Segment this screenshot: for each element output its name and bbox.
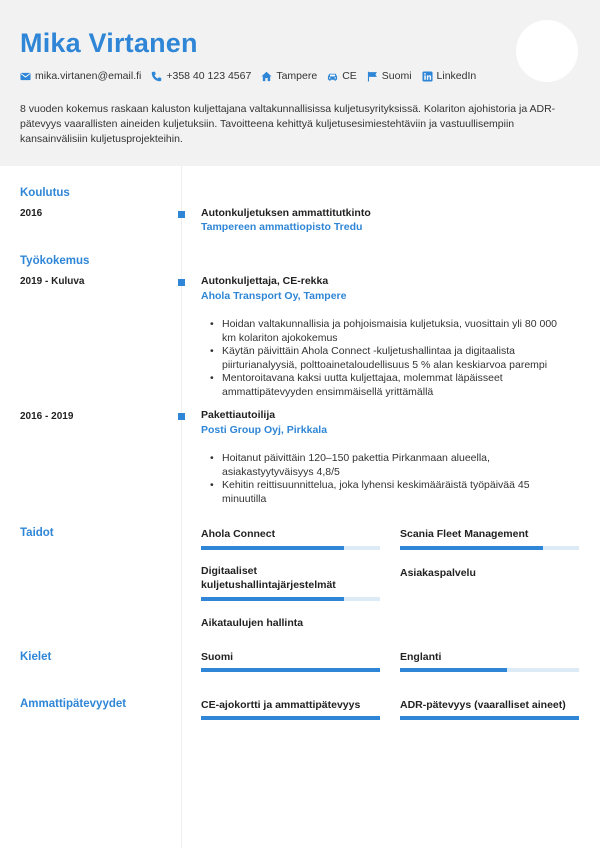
- job-1-bullets: [210, 318, 560, 399]
- skill-bar: [201, 546, 380, 550]
- skill-bar-fill: [201, 546, 344, 550]
- contact-nationality-text: Suomi: [381, 70, 412, 82]
- skill-label: Scania Fleet Management: [400, 528, 529, 540]
- job-2-title: Pakettiautoilija: [201, 409, 276, 421]
- contact-license: [327, 70, 357, 82]
- profile-summary: 8 vuoden kokemus raskaan kaluston kuljettajana valtakunnallisissa kuljetusyrityksissä. Kolariton ajohistoria ja ADR-pätevyys vaarallisten aineiden kuljetuksiin. Tavoitteena kehittyä kuljetusesimiestehtäviin ja vastuullisempiin kansainvälisiin kuljetusprojekteihin.: [20, 103, 556, 145]
- certification-bar-fill: [201, 716, 380, 720]
- contact-phone[interactable]: [151, 70, 251, 82]
- avatar: [516, 20, 578, 82]
- timeline-marker: [178, 279, 185, 286]
- contact-linkedin[interactable]: [422, 70, 477, 82]
- skill-label: Asiakaspalvelu: [400, 567, 476, 579]
- list-item: • Hoidan valtakunnallisia ja pohjoismaisia kuljetuksia, vuosittain yli 80 000 km kolariton ajokokemus: [210, 318, 560, 345]
- list-item: • Mentoroitavana kaksi uutta kuljettajaa, molemmat läpäisseet ammattipätevyyden ensimmäisellä yrittämällä: [210, 372, 560, 399]
- certification-label: CE-ajokortti ja ammattipätevyys: [201, 699, 361, 711]
- skill-label: Digitaaliset kuljetushallintajärjestelmät: [201, 565, 336, 591]
- education-school: Tampereen ammattiopisto Tredu: [201, 221, 363, 233]
- list-item: • Käytän päivittäin Ahola Connect -kuljetushallintaa ja digitaalista piirturianalyysiä, polttoainetaloudellisuus 5 % alan keskiarvoa parempi: [210, 345, 560, 372]
- section-title-certifications: Ammattipätevyydet: [20, 698, 127, 710]
- section-title-experience: Työkokemus: [20, 255, 90, 267]
- education-date: 2016: [20, 208, 43, 219]
- candidate-name: Mika Virtanen: [20, 28, 198, 58]
- contact-location: [261, 70, 317, 82]
- linkedin-icon: [422, 71, 433, 82]
- section-title-languages: Kielet: [20, 651, 52, 663]
- section-title-skills: Taidot: [20, 527, 54, 539]
- language-bar: [400, 668, 579, 672]
- contact-email[interactable]: [20, 70, 141, 82]
- certification-bar-fill: [400, 716, 579, 720]
- job-1-title: Autonkuljettaja, CE-rekka: [201, 275, 329, 287]
- contact-phone-text: +358 40 123 4567: [166, 70, 252, 82]
- contact-email-text: mika.virtanen@email.fi: [35, 70, 142, 82]
- language-label: Suomi: [201, 651, 234, 663]
- timeline-marker: [178, 211, 185, 218]
- language-bar: [201, 668, 380, 672]
- phone-icon: [151, 71, 162, 82]
- certification-label: ADR-pätevyys (vaaralliset aineet): [400, 699, 566, 711]
- envelope-icon: [20, 71, 31, 82]
- flag-icon: [367, 71, 378, 82]
- car-icon: [327, 71, 338, 82]
- language-bar-fill: [400, 668, 507, 672]
- skill-label: Aikataulujen hallinta: [201, 617, 304, 629]
- skill-bar-fill: [400, 546, 543, 550]
- language-label: Englanti: [400, 651, 442, 663]
- skill-bar-fill: [201, 597, 344, 601]
- skill-label: Ahola Connect: [201, 528, 276, 540]
- job-2-bullets: [210, 452, 560, 506]
- job-1-date: 2019 - Kuluva: [20, 276, 85, 287]
- contact-license-text: CE: [342, 70, 357, 82]
- skill-bar: [400, 546, 579, 550]
- certification-bar: [201, 716, 380, 720]
- timeline-marker: [178, 413, 185, 420]
- timeline-divider: [181, 166, 182, 848]
- contact-location-text: Tampere: [276, 70, 318, 82]
- contact-nationality: [367, 70, 412, 82]
- job-1-company: Ahola Transport Oy, Tampere: [201, 290, 347, 302]
- job-2-date: 2016 - 2019: [20, 411, 74, 422]
- skill-bar: [201, 597, 380, 601]
- section-title-education: Koulutus: [20, 187, 70, 199]
- list-item: • Kehitin reittisuunnittelua, joka lyhensi keskimääräistä työpäivää 45 minuutilla: [210, 479, 560, 506]
- contact-linkedin-text: LinkedIn: [436, 70, 477, 82]
- home-icon: [261, 71, 272, 82]
- education-title: Autonkuljetuksen ammattitutkinto: [201, 207, 371, 219]
- job-2-company: Posti Group Oyj, Pirkkala: [201, 424, 328, 436]
- language-bar-fill: [201, 668, 380, 672]
- contact-bar: [20, 69, 486, 83]
- list-item: • Hoitanut päivittäin 120–150 pakettia Pirkanmaan alueella, asiakastyytyväisyys 4,8/5: [210, 452, 560, 479]
- certification-bar: [400, 716, 579, 720]
